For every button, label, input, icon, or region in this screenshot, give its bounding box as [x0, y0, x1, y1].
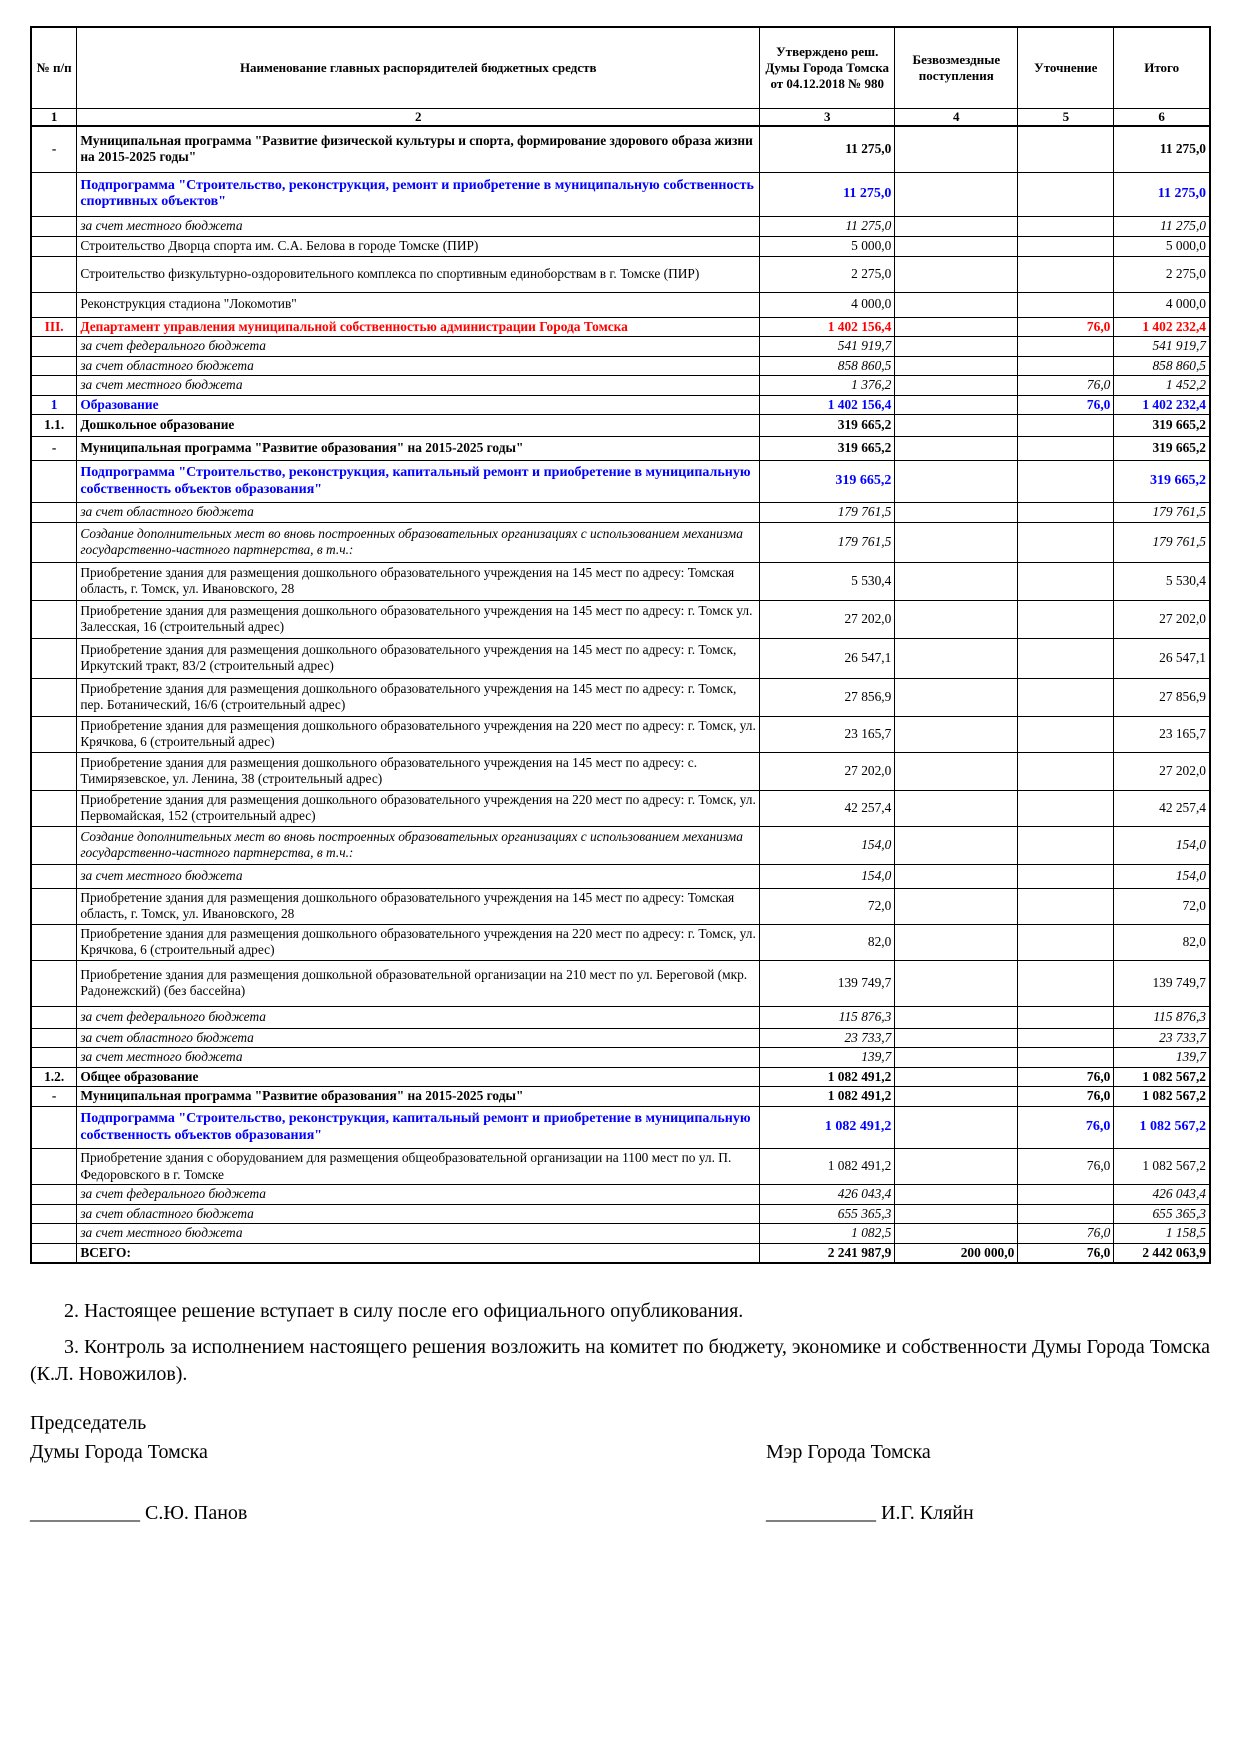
row-gratuitous	[895, 337, 1018, 357]
row-gratuitous	[895, 461, 1018, 503]
row-total: 82,0	[1114, 924, 1210, 960]
table-row	[31, 1028, 1210, 1048]
header-clarification: Уточнение	[1018, 27, 1114, 109]
row-approved: 115 876,3	[760, 1006, 895, 1028]
row-name: Строительство Дворца спорта им. С.А. Белова в городе Томске (ПИР)	[77, 236, 760, 256]
row-gratuitous	[895, 562, 1018, 600]
row-clarification: 76,0	[1018, 376, 1114, 396]
table-row	[31, 437, 1210, 461]
row-number	[31, 236, 77, 256]
table-row	[31, 1087, 1210, 1107]
table-row	[31, 172, 1210, 216]
paragraph-2: 2. Настоящее решение вступает в силу после его официального опубликования.	[64, 1300, 744, 1322]
table-row	[31, 562, 1210, 600]
row-total: 26 547,1	[1114, 638, 1210, 678]
row-gratuitous	[895, 503, 1018, 523]
col-index: 1	[31, 109, 77, 127]
row-gratuitous	[895, 1185, 1018, 1205]
row-name: Приобретение здания для размещения дошкольного образовательного учреждения на 145 мест по адресу: г. Томск ул. Залесская, 16 (строительный адрес)	[77, 600, 760, 638]
row-total: 139,7	[1114, 1048, 1210, 1068]
table-row	[31, 292, 1210, 317]
row-approved: 655 365,3	[760, 1204, 895, 1224]
row-name: за счет областного бюджета	[77, 1204, 760, 1224]
row-clarification	[1018, 126, 1114, 172]
signature-left-title-line2: Думы Города Томска	[30, 1441, 208, 1463]
table-row	[31, 888, 1210, 924]
row-number	[31, 716, 77, 752]
row-number	[31, 1204, 77, 1224]
row-number: III.	[31, 317, 77, 337]
row-gratuitous	[895, 317, 1018, 337]
row-total: 655 365,3	[1114, 1204, 1210, 1224]
row-approved: 23 733,7	[760, 1028, 895, 1048]
row-number	[31, 960, 77, 1006]
row-clarification	[1018, 437, 1114, 461]
row-total: 5 000,0	[1114, 236, 1210, 256]
row-total: 27 856,9	[1114, 678, 1210, 716]
table-header-row	[31, 27, 1210, 109]
row-approved: 139 749,7	[760, 960, 895, 1006]
row-total: 1 158,5	[1114, 1224, 1210, 1244]
row-name: Приобретение здания для размещения дошкольного образовательного учреждения на 145 мест по адресу: г. Томск, Иркутский тракт, 83/2 (строительный адрес)	[77, 638, 760, 678]
row-clarification	[1018, 1048, 1114, 1068]
row-total: 115 876,3	[1114, 1006, 1210, 1028]
row-total: 11 275,0	[1114, 172, 1210, 216]
row-name: Приобретение здания для размещения дошкольного образовательного учреждения на 145 мест по адресу: Томская область, г. Томск, ул. Ивановского, 28	[77, 562, 760, 600]
row-clarification	[1018, 415, 1114, 437]
row-gratuitous	[895, 126, 1018, 172]
row-number: 1	[31, 395, 77, 415]
col-index: 6	[1114, 109, 1210, 127]
row-name: Подпрограмма "Строительство, реконструкция, ремонт и приобретение в муниципальную собственность спортивных объектов"	[77, 172, 760, 216]
row-clarification	[1018, 1185, 1114, 1205]
signature-left-title-line1: Председатель	[30, 1412, 147, 1434]
row-clarification	[1018, 292, 1114, 317]
row-name: за счет федерального бюджета	[77, 337, 760, 357]
table-row	[31, 960, 1210, 1006]
row-number: 1.1.	[31, 415, 77, 437]
row-total: 23 733,7	[1114, 1028, 1210, 1048]
row-gratuitous	[895, 638, 1018, 678]
row-number	[31, 1028, 77, 1048]
table-row	[31, 236, 1210, 256]
row-gratuitous	[895, 376, 1018, 396]
row-name: Приобретение здания для размещения дошкольного образовательного учреждения на 220 мест по адресу: г. Томск, ул. Крячкова, 6 (строительный адрес)	[77, 716, 760, 752]
row-total: 1 402 232,4	[1114, 395, 1210, 415]
row-approved: 1 082 491,2	[760, 1067, 895, 1087]
header-name: Наименование главных распорядителей бюджетных средств	[77, 27, 760, 109]
row-clarification	[1018, 716, 1114, 752]
row-name: за счет местного бюджета	[77, 216, 760, 236]
header-approved: Утверждено реш. Думы Города Томска от 04.12.2018 № 980	[760, 27, 895, 109]
row-gratuitous	[895, 1107, 1018, 1149]
row-approved: 1 082 491,2	[760, 1087, 895, 1107]
row-clarification: 76,0	[1018, 1067, 1114, 1087]
row-number	[31, 864, 77, 888]
row-total: 541 919,7	[1114, 337, 1210, 357]
row-gratuitous	[895, 960, 1018, 1006]
row-total: 858 860,5	[1114, 356, 1210, 376]
row-approved: 1 376,2	[760, 376, 895, 396]
row-total: 139 749,7	[1114, 960, 1210, 1006]
row-clarification	[1018, 960, 1114, 1006]
row-total: 179 761,5	[1114, 522, 1210, 562]
row-number: -	[31, 437, 77, 461]
row-number	[31, 522, 77, 562]
row-name: за счет местного бюджета	[77, 1048, 760, 1068]
row-approved: 319 665,2	[760, 415, 895, 437]
row-approved: 82,0	[760, 924, 895, 960]
row-gratuitous	[895, 752, 1018, 790]
col-index: 2	[77, 109, 760, 127]
row-clarification	[1018, 461, 1114, 503]
row-approved: 72,0	[760, 888, 895, 924]
table-row	[31, 1149, 1210, 1185]
row-number	[31, 503, 77, 523]
row-total: 1 082 567,2	[1114, 1149, 1210, 1185]
row-clarification	[1018, 638, 1114, 678]
signature-right-title: Мэр Города Томска	[766, 1441, 931, 1463]
row-total: 11 275,0	[1114, 216, 1210, 236]
row-gratuitous	[895, 522, 1018, 562]
row-approved: 11 275,0	[760, 172, 895, 216]
row-clarification: 76,0	[1018, 1149, 1114, 1185]
row-name: Создание дополнительных мест во вновь построенных образовательных организациях с использованием механизма государственно-частного партнерства, в т.ч.:	[77, 826, 760, 864]
row-clarification	[1018, 924, 1114, 960]
row-clarification: 76,0	[1018, 395, 1114, 415]
row-number	[31, 337, 77, 357]
row-approved: 139,7	[760, 1048, 895, 1068]
row-gratuitous	[895, 924, 1018, 960]
row-number	[31, 638, 77, 678]
table-row	[31, 256, 1210, 292]
row-approved: 1 402 156,4	[760, 317, 895, 337]
table-row	[31, 522, 1210, 562]
row-clarification: 76,0	[1018, 317, 1114, 337]
row-gratuitous	[895, 1028, 1018, 1048]
row-name: Приобретение здания для размещения дошкольного образовательного учреждения на 220 мест по адресу: г. Томск, ул. Крячкова, 6 (строительный адрес)	[77, 924, 760, 960]
row-approved: 11 275,0	[760, 126, 895, 172]
table-row	[31, 864, 1210, 888]
row-total: 11 275,0	[1114, 126, 1210, 172]
row-number	[31, 172, 77, 216]
row-total: 154,0	[1114, 826, 1210, 864]
table-row	[31, 1067, 1210, 1087]
table-row	[31, 503, 1210, 523]
row-number: 1.2.	[31, 1067, 77, 1087]
row-total: 1 452,2	[1114, 376, 1210, 396]
signature-left-name: ___________ С.Ю. Панов	[30, 1502, 248, 1524]
header-gratuitous: Безвозмездные поступления	[895, 27, 1018, 109]
paragraph-3: 3. Контроль за исполнением настоящего решения возложить на комитет по бюджету, экономике и собственности Думы Города Томска (К.Л. Новожилов).	[30, 1336, 1210, 1385]
row-approved: 27 856,9	[760, 678, 895, 716]
row-approved: 5 000,0	[760, 236, 895, 256]
row-name: за счет местного бюджета	[77, 864, 760, 888]
row-gratuitous	[895, 1087, 1018, 1107]
row-gratuitous	[895, 826, 1018, 864]
row-name: Муниципальная программа "Развитие образования" на 2015-2025 годы"	[77, 1087, 760, 1107]
table-row	[31, 826, 1210, 864]
row-name: за счет местного бюджета	[77, 376, 760, 396]
signature-right-name: ___________ И.Г. Кляйн	[766, 1502, 974, 1524]
table-row	[31, 126, 1210, 172]
row-name: Подпрограмма "Строительство, реконструкция, капитальный ремонт и приобретение в муниципальную собственность объектов образования"	[77, 461, 760, 503]
row-number: -	[31, 126, 77, 172]
row-gratuitous	[895, 292, 1018, 317]
table-row	[31, 1243, 1210, 1263]
row-gratuitous	[895, 1224, 1018, 1244]
row-number	[31, 292, 77, 317]
table-row	[31, 216, 1210, 236]
table-row	[31, 461, 1210, 503]
row-total: 4 000,0	[1114, 292, 1210, 317]
table-row	[31, 1107, 1210, 1149]
row-approved: 26 547,1	[760, 638, 895, 678]
row-name: ВСЕГО:	[77, 1243, 760, 1263]
row-clarification	[1018, 503, 1114, 523]
row-name: за счет областного бюджета	[77, 1028, 760, 1048]
row-number	[31, 600, 77, 638]
table-body	[31, 126, 1210, 1263]
table-row	[31, 1006, 1210, 1028]
row-clarification	[1018, 1006, 1114, 1028]
row-clarification: 76,0	[1018, 1243, 1114, 1263]
header-num: № п/п	[31, 27, 77, 109]
row-gratuitous	[895, 678, 1018, 716]
row-approved: 2 241 987,9	[760, 1243, 895, 1263]
row-number	[31, 678, 77, 716]
row-approved: 1 402 156,4	[760, 395, 895, 415]
row-gratuitous	[895, 1048, 1018, 1068]
row-number	[31, 888, 77, 924]
budget-table	[30, 26, 1211, 1264]
row-approved: 27 202,0	[760, 600, 895, 638]
row-approved: 319 665,2	[760, 437, 895, 461]
table-row	[31, 790, 1210, 826]
table-row	[31, 395, 1210, 415]
row-number	[31, 752, 77, 790]
row-total: 1 082 567,2	[1114, 1087, 1210, 1107]
row-gratuitous	[895, 216, 1018, 236]
row-clarification	[1018, 1028, 1114, 1048]
row-approved: 5 530,4	[760, 562, 895, 600]
row-approved: 179 761,5	[760, 503, 895, 523]
table-row	[31, 752, 1210, 790]
row-total: 27 202,0	[1114, 600, 1210, 638]
row-approved: 2 275,0	[760, 256, 895, 292]
table-row	[31, 317, 1210, 337]
row-gratuitous	[895, 172, 1018, 216]
row-name: Муниципальная программа "Развитие образования" на 2015-2025 годы"	[77, 437, 760, 461]
row-total: 319 665,2	[1114, 415, 1210, 437]
row-total: 2 442 063,9	[1114, 1243, 1210, 1263]
row-approved: 4 000,0	[760, 292, 895, 317]
row-total: 5 530,4	[1114, 562, 1210, 600]
row-total: 319 665,2	[1114, 437, 1210, 461]
row-name: Приобретение здания для размещения дошкольного образовательного учреждения на 145 мест по адресу: г. Томск, пер. Ботанический, 16/6 (строительный адрес)	[77, 678, 760, 716]
row-number	[31, 562, 77, 600]
row-name: за счет местного бюджета	[77, 1224, 760, 1244]
table-row	[31, 1224, 1210, 1244]
row-number	[31, 461, 77, 503]
row-total: 1 082 567,2	[1114, 1067, 1210, 1087]
col-index: 3	[760, 109, 895, 127]
row-gratuitous	[895, 600, 1018, 638]
row-gratuitous	[895, 1204, 1018, 1224]
row-clarification: 76,0	[1018, 1107, 1114, 1149]
row-number	[31, 1006, 77, 1028]
row-approved: 23 165,7	[760, 716, 895, 752]
row-clarification	[1018, 1204, 1114, 1224]
row-approved: 426 043,4	[760, 1185, 895, 1205]
row-name: Дошкольное образование	[77, 415, 760, 437]
row-number	[31, 924, 77, 960]
table-row	[31, 638, 1210, 678]
row-approved: 154,0	[760, 826, 895, 864]
row-clarification: 76,0	[1018, 1224, 1114, 1244]
row-gratuitous	[895, 790, 1018, 826]
row-number	[31, 1149, 77, 1185]
table-row	[31, 1204, 1210, 1224]
row-clarification	[1018, 236, 1114, 256]
row-approved: 154,0	[760, 864, 895, 888]
row-clarification	[1018, 790, 1114, 826]
row-gratuitous	[895, 256, 1018, 292]
row-gratuitous	[895, 395, 1018, 415]
row-number	[31, 1224, 77, 1244]
row-name: Приобретение здания для размещения дошкольного образовательного учреждения на 145 мест по адресу: с. Тимирязевское, ул. Ленина, 38 (строительный адрес)	[77, 752, 760, 790]
row-gratuitous	[895, 888, 1018, 924]
row-total: 72,0	[1114, 888, 1210, 924]
row-approved: 541 919,7	[760, 337, 895, 357]
col-index: 4	[895, 109, 1018, 127]
row-total: 426 043,4	[1114, 1185, 1210, 1205]
row-name: за счет областного бюджета	[77, 356, 760, 376]
table-row	[31, 337, 1210, 357]
row-name: Приобретение здания для размещения дошкольного образовательного учреждения на 145 мест по адресу: Томская область, г. Томск, ул. Ивановского, 28	[77, 888, 760, 924]
row-approved: 27 202,0	[760, 752, 895, 790]
table-row	[31, 1048, 1210, 1068]
row-clarification	[1018, 522, 1114, 562]
row-total: 1 402 232,4	[1114, 317, 1210, 337]
row-approved: 11 275,0	[760, 216, 895, 236]
row-clarification	[1018, 826, 1114, 864]
table-row	[31, 356, 1210, 376]
row-gratuitous	[895, 716, 1018, 752]
row-gratuitous	[895, 356, 1018, 376]
row-number	[31, 826, 77, 864]
row-gratuitous	[895, 437, 1018, 461]
row-clarification	[1018, 216, 1114, 236]
row-clarification: 76,0	[1018, 1087, 1114, 1107]
row-clarification	[1018, 337, 1114, 357]
row-gratuitous	[895, 864, 1018, 888]
table-row	[31, 716, 1210, 752]
row-approved: 42 257,4	[760, 790, 895, 826]
row-total: 319 665,2	[1114, 461, 1210, 503]
row-gratuitous	[895, 1067, 1018, 1087]
row-total: 154,0	[1114, 864, 1210, 888]
row-name: за счет федерального бюджета	[77, 1006, 760, 1028]
row-clarification	[1018, 356, 1114, 376]
row-clarification	[1018, 256, 1114, 292]
row-gratuitous: 200 000,0	[895, 1243, 1018, 1263]
table-row	[31, 678, 1210, 716]
row-name: Образование	[77, 395, 760, 415]
row-number	[31, 376, 77, 396]
column-index-row	[31, 109, 1210, 127]
table-row	[31, 376, 1210, 396]
row-gratuitous	[895, 1006, 1018, 1028]
row-clarification	[1018, 172, 1114, 216]
row-name: Общее образование	[77, 1067, 760, 1087]
row-total: 179 761,5	[1114, 503, 1210, 523]
row-number	[31, 216, 77, 236]
row-gratuitous	[895, 1149, 1018, 1185]
row-number	[31, 790, 77, 826]
row-name: Приобретение здания для размещения дошкольной образовательной организации на 210 мест по ул. Береговой (мкр. Радонежский) (без бассейна)	[77, 960, 760, 1006]
table-row	[31, 1185, 1210, 1205]
row-clarification	[1018, 600, 1114, 638]
row-clarification	[1018, 888, 1114, 924]
row-clarification	[1018, 864, 1114, 888]
row-number	[31, 256, 77, 292]
row-name: Строительство физкультурно-оздоровительного комплекса по спортивным единоборствам в г. Томске (ПИР)	[77, 256, 760, 292]
row-name: Создание дополнительных мест во вновь построенных образовательных организациях с использованием механизма государственно-частного партнерства, в т.ч.:	[77, 522, 760, 562]
row-number	[31, 1185, 77, 1205]
table-row	[31, 924, 1210, 960]
row-name: Реконструкция стадиона "Локомотив"	[77, 292, 760, 317]
row-approved: 179 761,5	[760, 522, 895, 562]
row-number	[31, 356, 77, 376]
row-approved: 858 860,5	[760, 356, 895, 376]
row-name: Департамент управления муниципальной собственностью администрации Города Томска	[77, 317, 760, 337]
row-name: Муниципальная программа "Развитие физической культуры и спорта, формирование здорового образа жизни на 2015-2025 годы"	[77, 126, 760, 172]
table-row	[31, 600, 1210, 638]
row-number	[31, 1107, 77, 1149]
row-number	[31, 1048, 77, 1068]
row-total: 23 165,7	[1114, 716, 1210, 752]
row-number	[31, 1243, 77, 1263]
row-total: 2 275,0	[1114, 256, 1210, 292]
row-name: за счет федерального бюджета	[77, 1185, 760, 1205]
row-name: Приобретение здания с оборудованием для размещения общеобразовательной организации на 1100 мест по ул. П. Федоровского в г. Томске	[77, 1149, 760, 1185]
row-total: 42 257,4	[1114, 790, 1210, 826]
row-approved: 1 082 491,2	[760, 1149, 895, 1185]
row-number: -	[31, 1087, 77, 1107]
row-name: за счет областного бюджета	[77, 503, 760, 523]
table-row	[31, 415, 1210, 437]
row-gratuitous	[895, 415, 1018, 437]
row-gratuitous	[895, 236, 1018, 256]
row-total: 27 202,0	[1114, 752, 1210, 790]
row-approved: 1 082 491,2	[760, 1107, 895, 1149]
row-approved: 319 665,2	[760, 461, 895, 503]
col-index: 5	[1018, 109, 1114, 127]
row-clarification	[1018, 678, 1114, 716]
row-total: 1 082 567,2	[1114, 1107, 1210, 1149]
row-clarification	[1018, 562, 1114, 600]
row-name: Подпрограмма "Строительство, реконструкция, капитальный ремонт и приобретение в муниципальную собственность объектов образования"	[77, 1107, 760, 1149]
row-name: Приобретение здания для размещения дошкольного образовательного учреждения на 220 мест по адресу: г. Томск, ул. Первомайская, 152 (строительный адрес)	[77, 790, 760, 826]
header-total: Итого	[1114, 27, 1210, 109]
row-clarification	[1018, 752, 1114, 790]
row-approved: 1 082,5	[760, 1224, 895, 1244]
